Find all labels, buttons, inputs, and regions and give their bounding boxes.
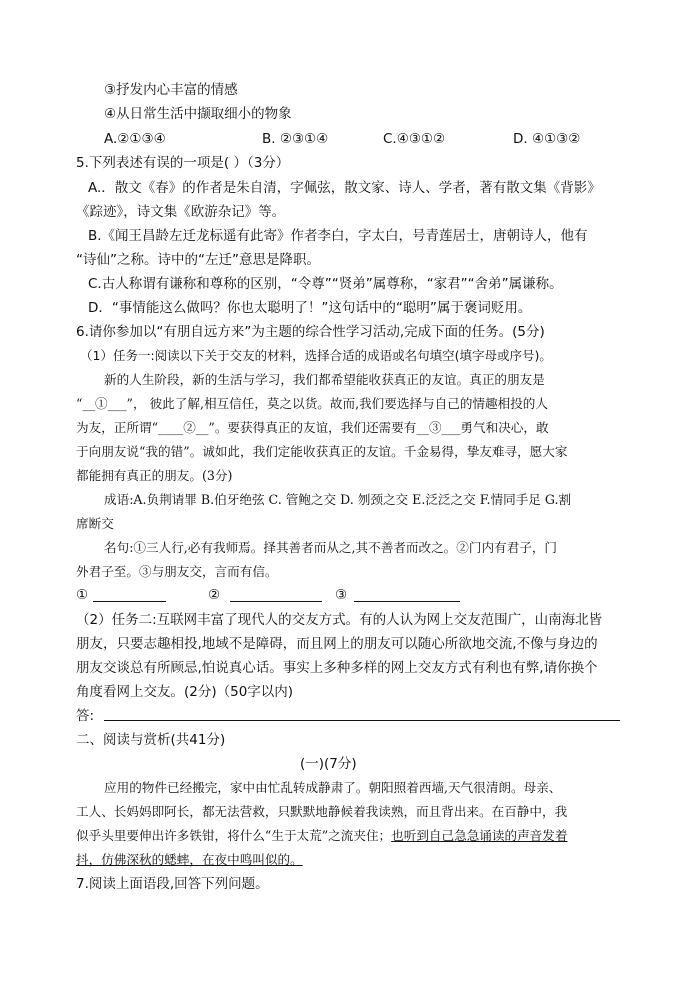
q5-option-b-line1: B.《闻王昌龄左迁龙标遥有此寄》作者李白，字太白，号青莲居士，唐朝诗人，他有	[88, 228, 588, 244]
choice-b: B. ②③①④	[262, 131, 329, 147]
choice-d: D. ④①③②	[513, 131, 581, 147]
choice-a: A.②①③④	[104, 131, 166, 147]
answer-2-label: ②	[208, 587, 221, 603]
answer-label: 答:	[76, 708, 95, 724]
answer-1-label: ①	[76, 587, 89, 603]
q5-option-c: C.古人称谓有谦称和尊称的区别，“令尊”“贤弟”属尊称，“家君”“舍弟”属谦称。	[88, 276, 563, 292]
q6-quotes-line2: 外君子至。③与朋友交，言而有信。	[76, 564, 278, 579]
q6-task1-heading: （1）任务一:阅读以下关于交友的材料，选择合适的成语或名句填空(填字母或序号)。	[80, 348, 552, 363]
choice-c: C.④③①②	[383, 131, 446, 147]
q6-passage-line5: 都能拥有真正的朋友。(3分)	[76, 468, 233, 483]
blank-2[interactable]: ____②__	[158, 420, 209, 435]
q6-passage-line1: 新的人生阶段，新的生活与学习，我们都希望能收获真正的友谊。真正的朋友是	[104, 372, 545, 387]
passage-line1: 应用的物件已经搬完，家中由忙乱转成静肃了。朝阳照着西墙,天气很清朗。母亲、	[104, 780, 562, 795]
q5-option-a-line2: 《踪迹》，诗文集《欧游杂记》等。	[76, 204, 286, 220]
q6-passage-line4: 于向朋友说“我的错”。诚如此，我们定能收获真正的友谊。千金易得，挚友难寻，愿大家	[76, 444, 568, 459]
passage-line3: 似乎头里要伸出许多铁钳，将什么“生于太荒”之流夹住；也听到自己急急诵读的声音发着	[76, 828, 568, 843]
blank-3[interactable]: __③___	[416, 420, 461, 435]
q6-passage-line3: 为友，正所谓“____②__”。要获得真正的友谊，我们还需要有__③___勇气和决心，敢	[76, 420, 549, 435]
section-2-heading: 二、阅读与赏析(共41分)	[76, 732, 226, 748]
q7-stem: 7.阅读上面语段,回答下列问题。	[76, 876, 269, 892]
underlined-sentence-part1: 也听到自己急急诵读的声音发着	[391, 828, 568, 843]
option-3-text: ③抒发内心丰富的情感	[104, 82, 238, 98]
answer-2-line[interactable]	[230, 601, 322, 602]
q6-idioms-line1: 成语:A.负荆请罪 B.伯牙绝弦 C. 管鲍之交 D. 刎颈之交 E.泛泛之交 F.情同手足 G.割	[104, 492, 572, 507]
q5-option-b-line2: “诗仙”之称。诗中的“左迁”意思是降职。	[76, 252, 320, 268]
passage-line2: 工人、长妈妈即阿长，都无法营救，只默默地静候着我读熟，而且背出来。在百静中，我	[76, 804, 568, 819]
underlined-sentence-part2: 抖，仿佛深秋的蟋蟀，在夜中鸣叫似的。	[76, 852, 303, 867]
q6-idioms-line2: 席断交	[76, 516, 114, 531]
q6-quotes-line1: 名句:①三人行,必有我师焉。择其善者而从之,其不善者而改之。②门内有君子，门	[104, 540, 558, 555]
answer-line[interactable]	[104, 720, 620, 721]
q5-option-a-line1: A.．散文《春》的作者是朱自清，字佩弦，散文家、诗人、学者，著有散文集《背影》	[88, 180, 601, 196]
q6-task2-line3: 朋友交谈总有所顾忌,怕说真心话。事实上多种多样的网上交友方式有利也有弊,请你换个	[76, 660, 598, 676]
q6-passage-line2: “__①___”， 彼此了解,相互信任，莫之以货。故而,我们要选择与自己的情趣相投的人	[76, 396, 548, 411]
q6-task2-line2: 朋友，只要志趣相投,地域不是障碍，而且网上的朋友可以随心所欲地交流,不像与身边的	[76, 636, 598, 652]
answer-1-line[interactable]	[93, 601, 166, 602]
option-4-text: ④从日常生活中撷取细小的物象	[104, 106, 292, 122]
part-1-heading: (一)(7分)	[300, 756, 357, 772]
q6-stem: 6.请你参加以“有朋自远方来”为主题的综合性学习活动,完成下面的任务。(5分)	[76, 324, 545, 340]
q6-task2-line1: （2）任务二:互联网丰富了现代人的交友方式。有的人认为网上交友范围广，山南海北皆	[76, 612, 603, 628]
q5-stem: 5.下列表述有误的一项是( ）（3分）	[76, 155, 290, 171]
answer-3-label: ③	[335, 587, 348, 603]
answer-3-line[interactable]	[354, 601, 460, 602]
q6-task2-line4: 角度看网上交友。(2分)（50字以内)	[76, 684, 294, 700]
q5-option-d: D．“事情能这么做吗？你也太聪明了！”这句话中的“聪明”属于褒词贬用。	[88, 300, 532, 316]
blank-1[interactable]: __①___	[82, 396, 127, 411]
